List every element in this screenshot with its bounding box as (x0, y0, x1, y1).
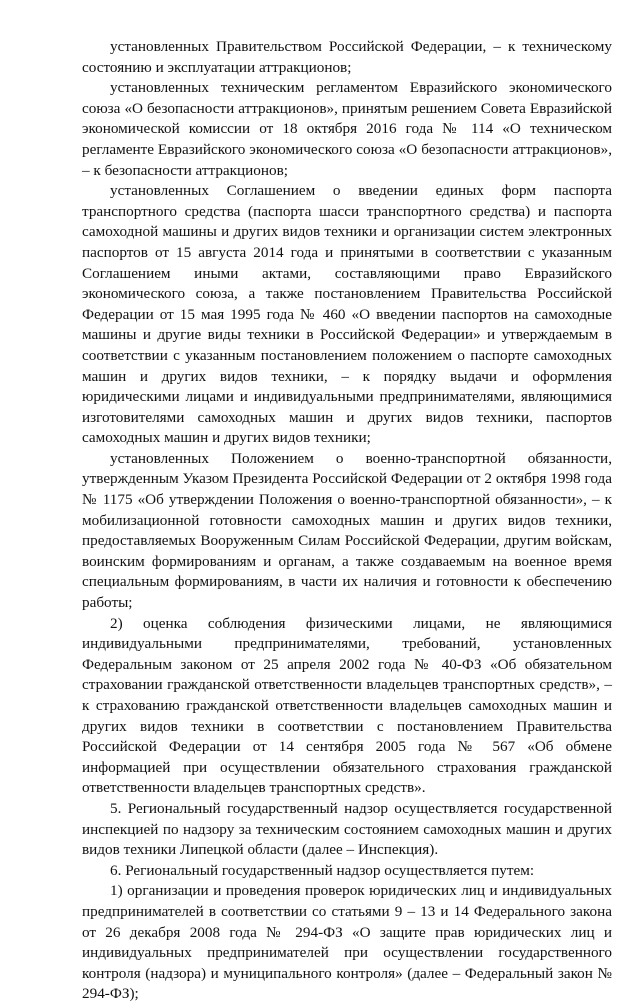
paragraph-item-6-methods: 6. Региональный государственный надзор осуществляется путем: (110, 861, 535, 879)
paragraph-item-6-1-checks: 1) организации и проведения проверок юридических лиц и индивидуальных предпринимателей в соответствии со статьями 9 – 13 и 14 Федерального закона от 26 декабря 2008 года № 294-ФЗ «О защите прав юридических лиц и индивидуальных предпринимателей при осуществлении государственного контроля (надзора) и муниципального контроля» (далее – Федеральный закон № 294-ФЗ); (82, 882, 612, 1003)
paragraph-item-2-insurance: 2) оценка соблюдения физическими лицами, не являющимися индивидуальными предпринимателями, требований, установленных Федеральным законом от 25 апреля 2002 года № 40-ФЗ «Об обязательном страховании гражданской ответственности владельцев транспортных средств», – к страхованию гражданской ответственности владельцев самоходных машин и других видов техники в соответствии с постановлением Правительства Российской Федерации от 14 сентября 2005 года № 567 «Об обмене информацией при осуществлении обязательного страхования гражданской ответственности владельцев транспортных средств». (82, 614, 612, 797)
document-page (82, 37, 612, 1005)
paragraph-attractions-regulation: установленных техническим регламентом Евразийского экономического союза «О безопасности аттракционов», принятым решением Совета Евразийской экономической комиссии от 18 октября 2016 года № 114 «О техническом регламенте Евразийского экономического союза «О безопасности аттракционов», – к безопасности аттракционов; (82, 79, 612, 179)
paragraph-military-transport: установленных Положением о военно-транспортной обязанности, утвержденным Указом Президента Российской Федерации от 2 октября 1998 года № 1175 «Об утверждении Положения о военно-транспортной обязанности», – к мобилизационной готовности самоходных машин и других видов техники, предоставляемых Вооруженным Силам Российской Федерации, другим войскам, воинским формированиям и органам, а также создаваемым на военное время специальным формированиям, в части их наличия и готовности к обеспечению работы; (82, 449, 612, 612)
paragraph-attractions-government: установленных Правительством Российской Федерации, – к техническому состоянию и эксплуатации аттракционов; (82, 38, 612, 76)
paragraph-vehicle-passports: установленных Соглашением о введении единых форм паспорта транспортного средства (паспорта шасси транспортного средства) и паспорта самоходной машины и других видов техники и организации систем электронных паспортов от 15 августа 2014 года и принятыми в соответствии с указанным Соглашением иными актами, составляющими право Евразийского экономического союза, а также постановлением Правительства Российской Федерации от 15 мая 1995 года № 460 «О введении паспортов на самоходные машины и другие виды техники в Российской Федерации» и утверждаемым в соответствии с указанным постановлением положением о паспорте самоходных машин и других видов техники, – к порядку выдачи и оформления юридическими лицами и индивидуальными предпринимателями, являющимися изготовителями самоходных машин и других видов техники, паспортов самоходных машин и других видов техники; (82, 182, 612, 447)
paragraph-item-5-inspection: 5. Региональный государственный надзор осуществляется государственной инспекцией по надзору за техническим состоянием самоходных машин и других видов техники Липецкой области (далее – Инспекция). (82, 799, 612, 859)
